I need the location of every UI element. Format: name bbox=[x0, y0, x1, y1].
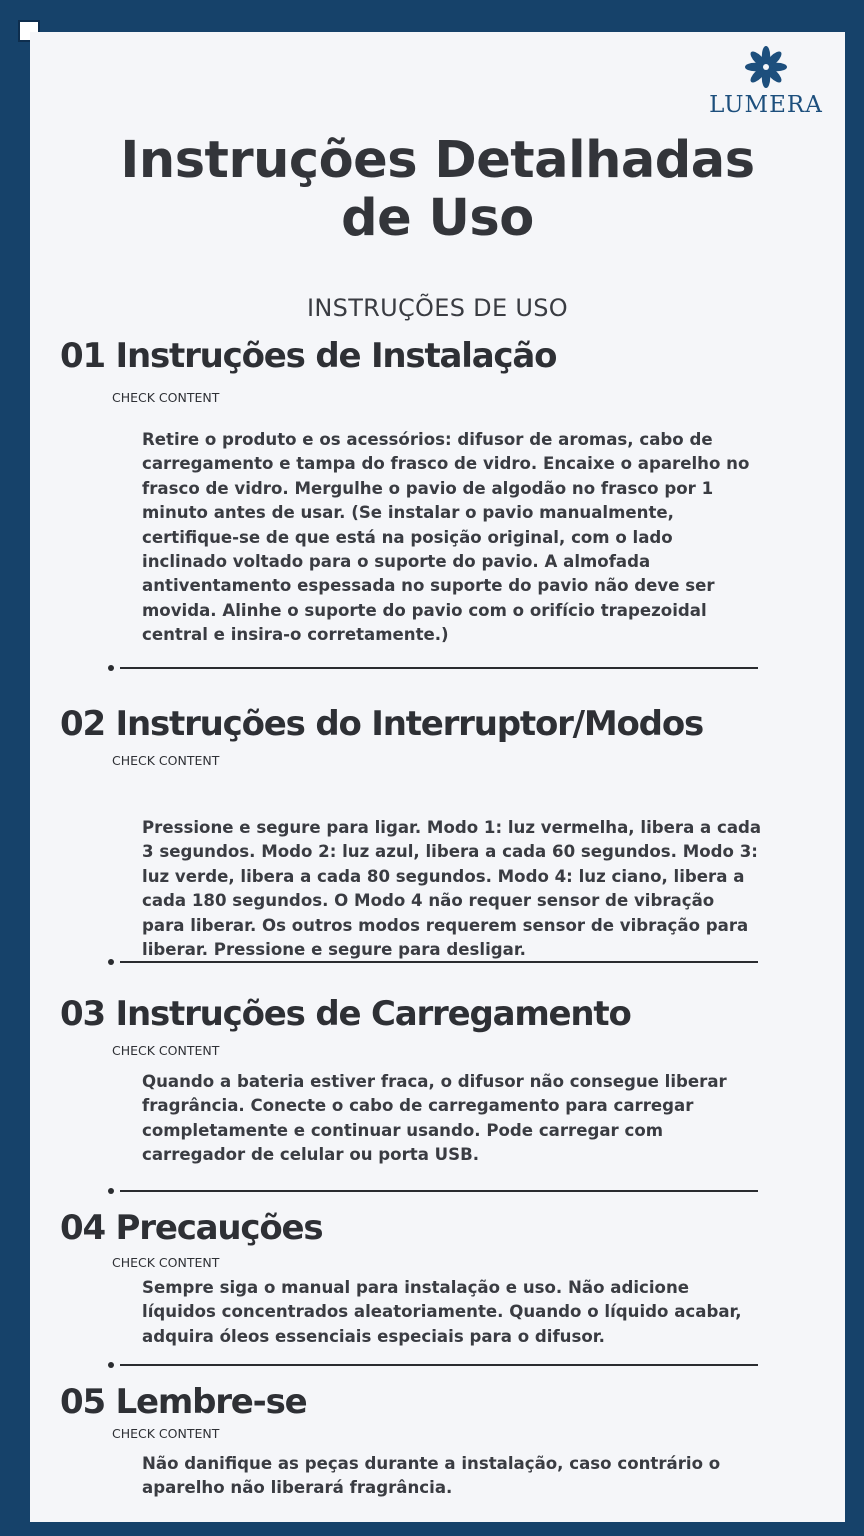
section-divider bbox=[108, 664, 758, 674]
section-title: 05 Lembre-se bbox=[60, 1382, 307, 1422]
section-body: Não danifique as peças durante a instalação, caso contrário o aparelho não liberará fragrância. bbox=[142, 1454, 721, 1498]
section-check-label: CHECK CONTENT bbox=[112, 1043, 220, 1058]
page-title-line-1: Instruções Detalhadas bbox=[120, 131, 755, 190]
section-divider bbox=[108, 1361, 758, 1371]
section-title: 02 Instruções do Interruptor/Modos bbox=[60, 704, 704, 744]
section-check-label: CHECK CONTENT bbox=[112, 753, 220, 768]
section-title: 03 Instruções de Carregamento bbox=[60, 994, 631, 1034]
section-body: Quando a bateria estiver fraca, o difusor não consegue liberar fragrância. Conecte o cabo de carregamento para carregar completamente e continuar usando. Pode carregar com carregador de celular ou porta USB. bbox=[142, 1072, 727, 1165]
section-divider bbox=[108, 1187, 758, 1197]
page-subtitle: INSTRUÇÕES DE USO bbox=[307, 294, 568, 322]
section-title: 04 Precauções bbox=[60, 1208, 323, 1248]
section-body: Retire o produto e os acessórios: difusor de aromas, cabo de carregamento e tampa do frasco de vidro. Encaixe o aparelho no frasco de vidro. Mergulhe o pavio de algodão no frasco por 1 minuto antes de usar. (Se instalar o pavio manualmente, certifique-se de que está na posição original, com o lado inclinado voltado para o suporte do pavio. A almofada antiventamento espessada no suporte do pavio não deve ser movida. Alinhe o suporte do pavio com o orifício trapezoidal central e insira-o corretamente.) bbox=[142, 430, 750, 645]
section-body: Sempre siga o manual para instalação e uso. Não adicione líquidos concentrados aleatoriamente. Quando o líquido acabar, adquira óleos essenciais especiais para o difusor. bbox=[142, 1278, 742, 1346]
page-title-line-2: de Uso bbox=[341, 189, 534, 248]
flower-icon bbox=[739, 44, 793, 90]
section-title: 01 Instruções de Instalação bbox=[60, 336, 557, 376]
brand-name: LUMERA bbox=[709, 92, 823, 118]
section-check-label: CHECK CONTENT bbox=[112, 390, 220, 405]
section-body: Pressione e segure para ligar. Modo 1: luz vermelha, libera a cada 3 segundos. Modo 2: luz azul, libera a cada 60 segundos. Modo 3: luz verde, libera a cada 80 segundos. Modo 4: luz ciano, libera a cada 180 segundos. O Modo 4 não requer sensor de vibração para liberar. Os outros modos requerem sensor de vibração para liberar. Pressione e segure para desligar. bbox=[142, 818, 762, 960]
section-check-label: CHECK CONTENT bbox=[112, 1255, 220, 1270]
section-divider bbox=[108, 958, 758, 968]
brand-logo bbox=[701, 44, 831, 118]
section-check-label: CHECK CONTENT bbox=[112, 1426, 220, 1441]
instruction-card bbox=[30, 32, 845, 1522]
page-title bbox=[30, 132, 845, 248]
